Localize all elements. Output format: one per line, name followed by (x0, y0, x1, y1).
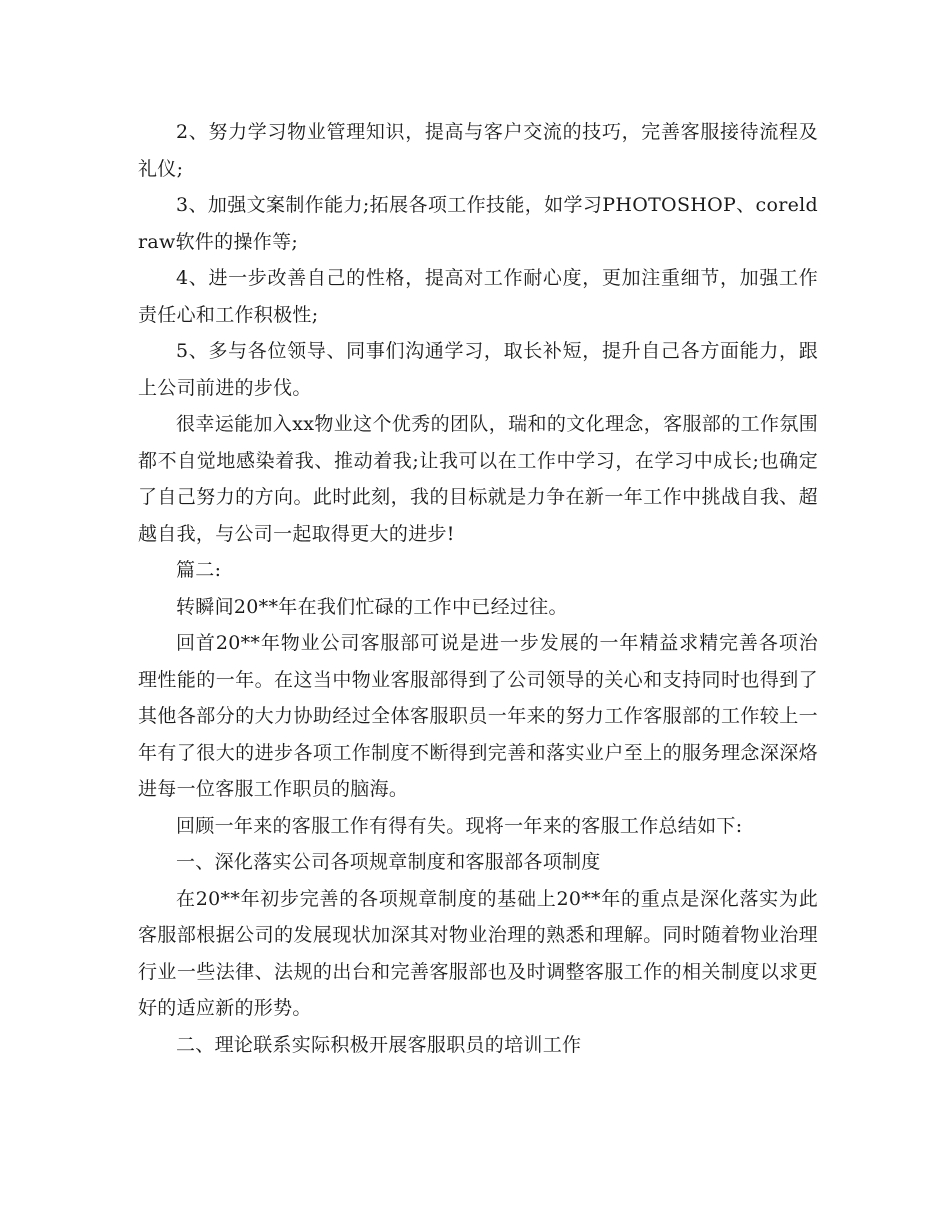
paragraph-item-4: 4、进一步改善自己的性格，提高对工作耐心度，更加注重细节，加强工作责任心和工作积极性; (138, 267, 818, 326)
section-heading-one: 一、深化落实公司各项规章制度和客服部各项制度 (176, 851, 601, 873)
paragraph-intro: 转瞬间20**年在我们忙碌的工作中已经过往。 (176, 595, 568, 618)
paragraph-closing: 很幸运能加入xx物业这个优秀的团队，瑞和的文化理念，客服部的工作氛围都不自觉地感染着我、推动着我;让我可以在工作中学习，在学习中成长;也确定了自己努力的方向。此时此刻，我的目标就是力争在新一年工作中挑战自我、超越自我，与公司一起取得更大的进步! (138, 413, 818, 545)
paragraph-summary-intro: 回顾一年来的客服工作有得有失。现将一年来的客服工作总结如下: (176, 814, 743, 837)
document-body (138, 114, 818, 1063)
section-heading-two: 二、理论联系实际积极开展客服职员的培训工作 (176, 1033, 582, 1056)
paragraph-section-one-body: 在20**年初步完善的各项规章制度的基础上20**年的重点是深化落实为此客服部根据公司的发展现状加深其对物业治理的熟悉和理解。同时随着物业治理行业一些法律、法规的出台和完善客服部也及时调整客服工作的相关制度以求更好的适应新的形势。 (138, 887, 818, 1019)
section-heading-part-two: 篇二: (176, 559, 222, 581)
paragraph-item-5: 5、多与各位领导、同事们沟通学习，取长补短，提升自己各方面能力，跟上公司前进的步伐。 (138, 340, 818, 399)
paragraph-review: 回首20**年物业公司客服部可说是进一步发展的一年精益求精完善各项治理性能的一年。在这当中物业客服部得到了公司领导的关心和支持同时也得到了其他各部分的大力协助经过全体客服职员一年来的努力工作客服部的工作较上一年有了很大的进步各项工作制度不断得到完善和落实业户至上的服务理念深深烙进每一位客服工作职员的脑海。 (138, 632, 818, 800)
paragraph-item-2: 2、努力学习物业管理知识，提高与客户交流的技巧，完善客服接待流程及礼仪; (138, 121, 818, 180)
paragraph-item-3: 3、加强文案制作能力;拓展各项工作技能，如学习PHOTOSHOP、coreldraw软件的操作等; (138, 194, 818, 253)
